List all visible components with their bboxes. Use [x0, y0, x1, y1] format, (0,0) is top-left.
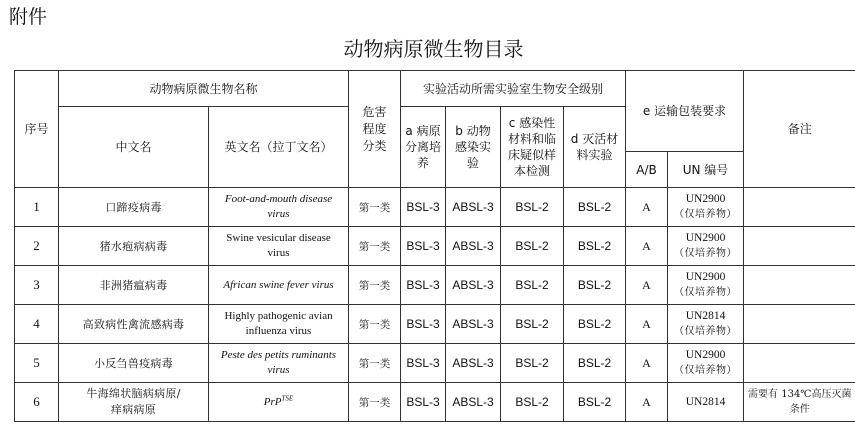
note-cell: [744, 305, 855, 344]
header-en-name: 英文名（拉丁文名）: [209, 107, 349, 188]
en-name-cell: Highly pathogenic avian influenza virus: [209, 305, 349, 344]
lab-d-cell: BSL-2: [564, 383, 626, 422]
page-title: 动物病原微生物目录: [343, 37, 524, 61]
en-name-cell: Swine vesicular disease virus: [209, 227, 349, 266]
cn-name-cell: 非洲猪瘟病毒: [59, 266, 209, 305]
lab-a-cell: BSL-3: [401, 227, 446, 266]
hazard-cell: 第一类: [349, 383, 401, 422]
seq-cell: 2: [15, 227, 59, 266]
hazard-cell: 第一类: [349, 188, 401, 227]
un-cell: UN2814 （仅培养物）: [668, 305, 744, 344]
seq-cell: 3: [15, 266, 59, 305]
lab-d-cell: BSL-2: [564, 266, 626, 305]
header-transport-group: e 运输包装要求: [626, 71, 744, 152]
lab-b-cell: ABSL-3: [446, 188, 501, 227]
lab-c-cell: BSL-2: [501, 383, 564, 422]
note-cell: [744, 188, 855, 227]
note-cell: 需要有 134℃高压灭菌 条件: [744, 383, 855, 422]
header-name-group: 动物病原微生物名称: [59, 71, 349, 107]
header-lab-b: b 动物感染实验: [446, 107, 501, 188]
table-row: [15, 266, 855, 305]
header-lab-d: d 灭活材料实验: [564, 107, 626, 188]
header-seq: 序号: [15, 71, 59, 188]
seq-cell: 4: [15, 305, 59, 344]
cn-name-cell: 小反刍兽疫病毒: [59, 344, 209, 383]
header-ab: A/B: [626, 152, 668, 188]
lab-d-cell: BSL-2: [564, 344, 626, 383]
seq-cell: 5: [15, 344, 59, 383]
note-cell: [744, 227, 855, 266]
pathogen-catalog-table: [14, 70, 855, 422]
note-cell: [744, 344, 855, 383]
seq-cell: 1: [15, 188, 59, 227]
ab-cell: A: [626, 188, 668, 227]
lab-a-cell: BSL-3: [401, 344, 446, 383]
lab-d-cell: BSL-2: [564, 305, 626, 344]
hazard-cell: 第一类: [349, 344, 401, 383]
un-cell: UN2900 （仅培养物）: [668, 227, 744, 266]
lab-b-cell: ABSL-3: [446, 344, 501, 383]
ab-cell: A: [626, 344, 668, 383]
hazard-cell: 第一类: [349, 266, 401, 305]
lab-b-cell: ABSL-3: [446, 227, 501, 266]
ab-cell: A: [626, 383, 668, 422]
en-name-cell: PrP$^{TSE}$: [209, 383, 349, 422]
lab-c-cell: BSL-2: [501, 266, 564, 305]
un-cell: UN2900 （仅培养物）: [668, 266, 744, 305]
lab-c-cell: BSL-2: [501, 227, 564, 266]
ab-cell: A: [626, 305, 668, 344]
table-row: [15, 344, 855, 383]
attachment-label: 附件: [9, 6, 48, 28]
header-lab-c: c 感染性材料和临床疑似样本检测: [501, 107, 564, 188]
en-name-cell: Peste des petits ruminants virus: [209, 344, 349, 383]
cn-name-cell: 猪水疱病病毒: [59, 227, 209, 266]
note-cell: [744, 266, 855, 305]
header-un: UN 编号: [668, 152, 744, 188]
seq-cell: 6: [15, 383, 59, 422]
un-cell: UN2900 （仅培养物）: [668, 188, 744, 227]
table-row: [15, 305, 855, 344]
ab-cell: A: [626, 227, 668, 266]
lab-a-cell: BSL-3: [401, 266, 446, 305]
header-lab-group: 实验活动所需实验室生物安全级别: [401, 71, 626, 107]
lab-a-cell: BSL-3: [401, 188, 446, 227]
lab-a-cell: BSL-3: [401, 383, 446, 422]
en-name-cell: Foot-and-mouth disease virus: [209, 188, 349, 227]
header-note: 备注: [744, 71, 855, 188]
header-hazard: 危害程度分类: [349, 71, 401, 188]
cn-name-cell: 口蹄疫病毒: [59, 188, 209, 227]
lab-c-cell: BSL-2: [501, 188, 564, 227]
hazard-cell: 第一类: [349, 227, 401, 266]
lab-b-cell: ABSL-3: [446, 383, 501, 422]
header-cn-name: 中文名: [59, 107, 209, 188]
hazard-cell: 第一类: [349, 305, 401, 344]
lab-b-cell: ABSL-3: [446, 305, 501, 344]
lab-c-cell: BSL-2: [501, 344, 564, 383]
header-lab-a: a 病原分离培养: [401, 107, 446, 188]
table-row: [15, 383, 855, 422]
un-cell: UN2900 （仅培养物）: [668, 344, 744, 383]
table-row: [15, 188, 855, 227]
ab-cell: A: [626, 266, 668, 305]
cn-name-cell: 牛海绵状脑病病原/ 痒病病原: [59, 383, 209, 422]
lab-a-cell: BSL-3: [401, 305, 446, 344]
un-cell: UN2814: [668, 383, 744, 422]
table-row: [15, 227, 855, 266]
lab-d-cell: BSL-2: [564, 227, 626, 266]
cn-name-cell: 高致病性禽流感病毒: [59, 305, 209, 344]
lab-c-cell: BSL-2: [501, 305, 564, 344]
en-name-cell: African swine fever virus: [209, 266, 349, 305]
lab-b-cell: ABSL-3: [446, 266, 501, 305]
lab-d-cell: BSL-2: [564, 188, 626, 227]
